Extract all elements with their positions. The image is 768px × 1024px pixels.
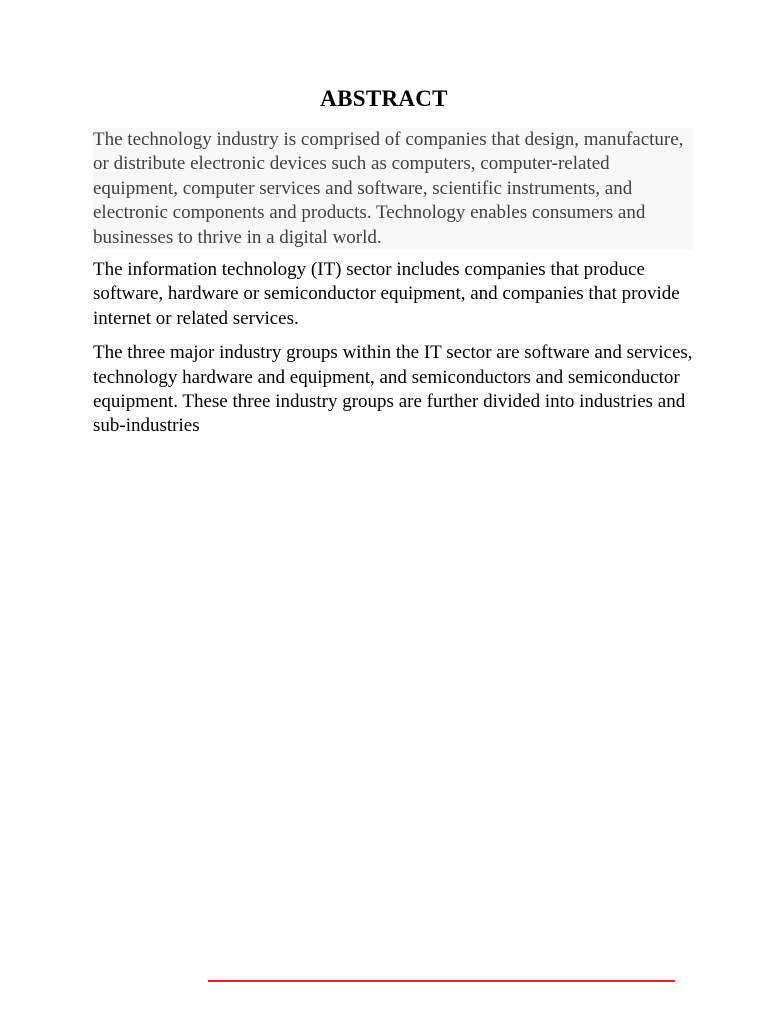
paragraph-technology-industry: The technology industry is comprised of companies that design, manufacture, or distribute electronic devices such as computers, computer-related equipment, computer services and software, scientific instruments, and electronic components and products. Technology enables consumers and businesses to thrive in a digital world. — [93, 128, 693, 250]
paragraph-industry-groups: The three major industry groups within the IT sector are software and services, technology hardware and equipment, and semiconductors and semiconductor equipment. These three industry groups are further divided into industries and sub-industries — [93, 342, 693, 437]
paragraph-it-sector: The information technology (IT) sector includes companies that produce software, hardware or semiconductor equipment, and companies that provide internet or related services. — [93, 259, 680, 329]
footer-red-rule — [208, 980, 675, 982]
abstract-title: ABSTRACT — [320, 86, 448, 111]
abstract-body — [93, 128, 693, 449]
